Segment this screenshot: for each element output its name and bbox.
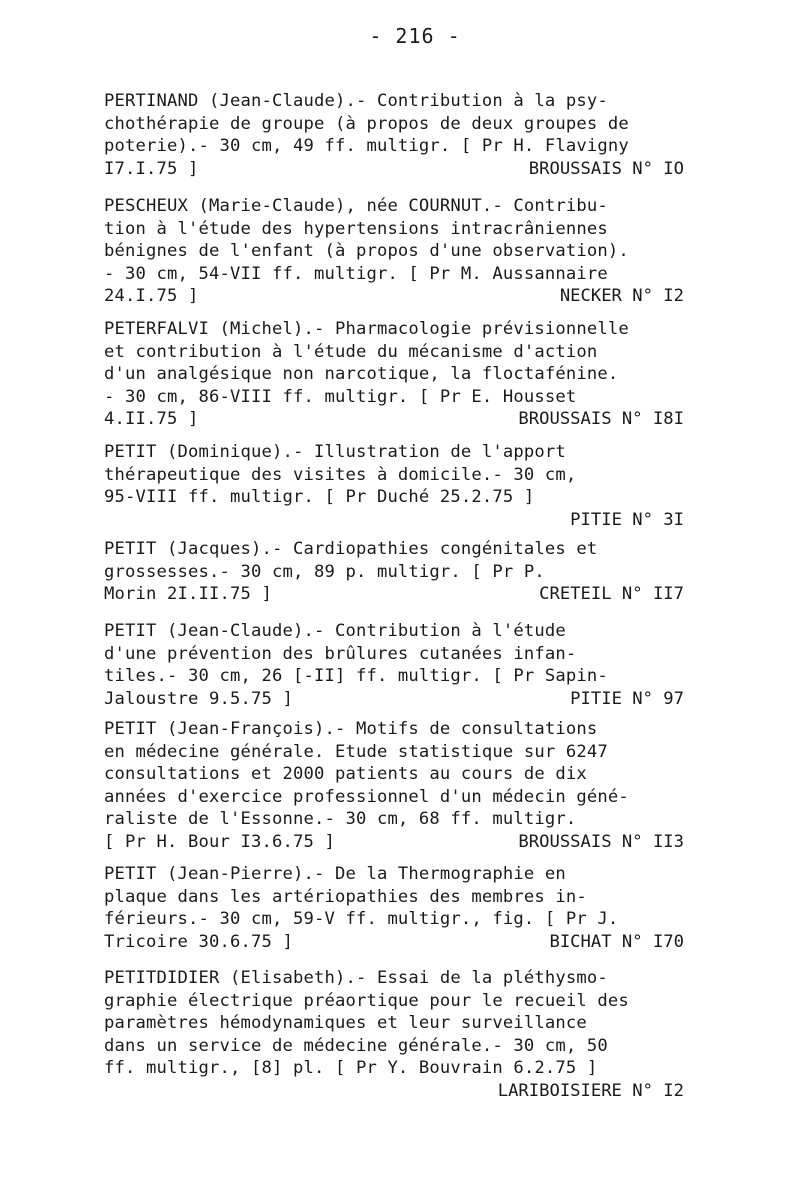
entry-reference: NECKER N° I2 xyxy=(559,286,684,307)
entry-line: ff. multigr., [8] pl. [ Pr Y. Bouvrain 6.2.75 ] xyxy=(104,1058,598,1079)
entry-line: poterie).- 30 cm, 49 ff. multigr. [ Pr H. Flavigny xyxy=(104,136,629,157)
entry-line: PETIT (Jean-François).- Motifs de consultations xyxy=(104,719,598,739)
entry-line: en médecine générale. Etude statistique sur 6247 xyxy=(104,741,608,762)
entry-line: PERTINAND (Jean-Claude).- Contribution à la psy- xyxy=(104,91,608,111)
entry-reference: PITIE N° 3I xyxy=(570,509,684,530)
entry-reference: LARIBOISIERE N° I2 xyxy=(497,1080,684,1101)
entry-reference: PITIE N° 97 xyxy=(570,688,684,709)
bibliography-entry-petit-jean-francois xyxy=(104,718,684,854)
entry-line: graphie électrique préaortique pour le recueil des xyxy=(104,990,629,1011)
bibliography-entry-petit-jean-claude xyxy=(104,620,684,710)
entry-line: Tricoire 30.6.75 ] xyxy=(104,931,293,952)
entry-line: 24.I.75 ] xyxy=(104,286,199,307)
entry-reference: BROUSSAIS N° IO xyxy=(528,158,684,179)
entry-line: bénignes de l'enfant (à propos d'une observation). xyxy=(104,241,629,262)
entry-line: tiles.- 30 cm, 26 [-II] ff. multigr. [ Pr Sapin- xyxy=(104,666,608,687)
entry-line: d'une prévention des brûlures cutanées infan- xyxy=(104,643,577,664)
bibliography-entry-petit-jean-pierre xyxy=(104,863,684,953)
entry-line: PETITDIDIER (Elisabeth).- Essai de la pléthysmo- xyxy=(104,968,608,988)
entry-line: 95-VIII ff. multigr. [ Pr Duché 25.2.75 ] xyxy=(104,487,535,508)
entry-line: [ Pr H. Bour I3.6.75 ] xyxy=(104,831,335,852)
entry-line: tion à l'étude des hypertensions intracrâniennes xyxy=(104,218,608,239)
entry-line: - 30 cm, 54-VII ff. multigr. [ Pr M. Aussannaire xyxy=(104,263,608,284)
bibliography-entry-pertinand xyxy=(104,90,684,180)
entry-line: raliste de l'Essonne.- 30 cm, 68 ff. multigr. xyxy=(104,809,577,830)
bibliography-entry-petit-jacques xyxy=(104,538,684,606)
entry-line: chothérapie de groupe (à propos de deux groupes de xyxy=(104,113,629,134)
entry-line: PETIT (Jean-Pierre).- De la Thermographie en xyxy=(104,864,566,884)
entry-line: Morin 2I.II.75 ] xyxy=(104,584,272,605)
entry-reference: BICHAT N° I70 xyxy=(549,931,684,952)
entry-line: Jaloustre 9.5.75 ] xyxy=(104,688,293,709)
entry-line: férieurs.- 30 cm, 59-V ff. multigr., fig. [ Pr J. xyxy=(104,909,619,930)
entry-line: consultations et 2000 patients au cours de dix xyxy=(104,764,587,785)
entry-line: - 30 cm, 86-VIII ff. multigr. [ Pr E. Housset xyxy=(104,386,577,407)
entry-line: dans un service de médecine générale.- 30 cm, 50 xyxy=(104,1035,608,1056)
entry-line: 4.II.75 ] xyxy=(104,409,199,430)
bibliography-entry-petitdidier xyxy=(104,967,684,1103)
entry-reference: BROUSSAIS N° I8I xyxy=(518,409,684,430)
entry-line: I7.I.75 ] xyxy=(104,158,199,179)
entry-reference: CRETEIL N° II7 xyxy=(539,584,684,605)
entry-line: d'un analgésique non narcotique, la floctafénine. xyxy=(104,364,619,385)
bibliography-entry-peterfalvi xyxy=(104,318,684,431)
entry-line: et contribution à l'étude du mécanisme d'action xyxy=(104,341,598,362)
entry-line: grossesses.- 30 cm, 89 p. multigr. [ Pr P. xyxy=(104,561,545,582)
entry-line: PETERFALVI (Michel).- Pharmacologie prévisionnelle xyxy=(104,319,629,339)
entry-line: thérapeutique des visites à domicile.- 30 cm, xyxy=(104,464,577,485)
bibliography-entry-petit-dominique xyxy=(104,441,684,531)
entry-line: paramètres hémodynamiques et leur surveillance xyxy=(104,1013,587,1034)
entry-line: PESCHEUX (Marie-Claude), née COURNUT.- Contribu- xyxy=(104,196,608,216)
entry-line: PETIT (Jacques).- Cardiopathies congénitales et xyxy=(104,539,598,559)
entry-line: années d'exercice professionnel d'un médecin géné- xyxy=(104,786,629,807)
entry-line: plaque dans les artériopathies des membres in- xyxy=(104,886,587,907)
entry-line: PETIT (Dominique).- Illustration de l'apport xyxy=(104,442,566,462)
bibliography-entry-pescheux xyxy=(104,195,684,308)
entry-reference: BROUSSAIS N° II3 xyxy=(518,831,684,852)
entry-line: PETIT (Jean-Claude).- Contribution à l'étude xyxy=(104,621,566,641)
page-number: - 216 - xyxy=(369,24,461,48)
